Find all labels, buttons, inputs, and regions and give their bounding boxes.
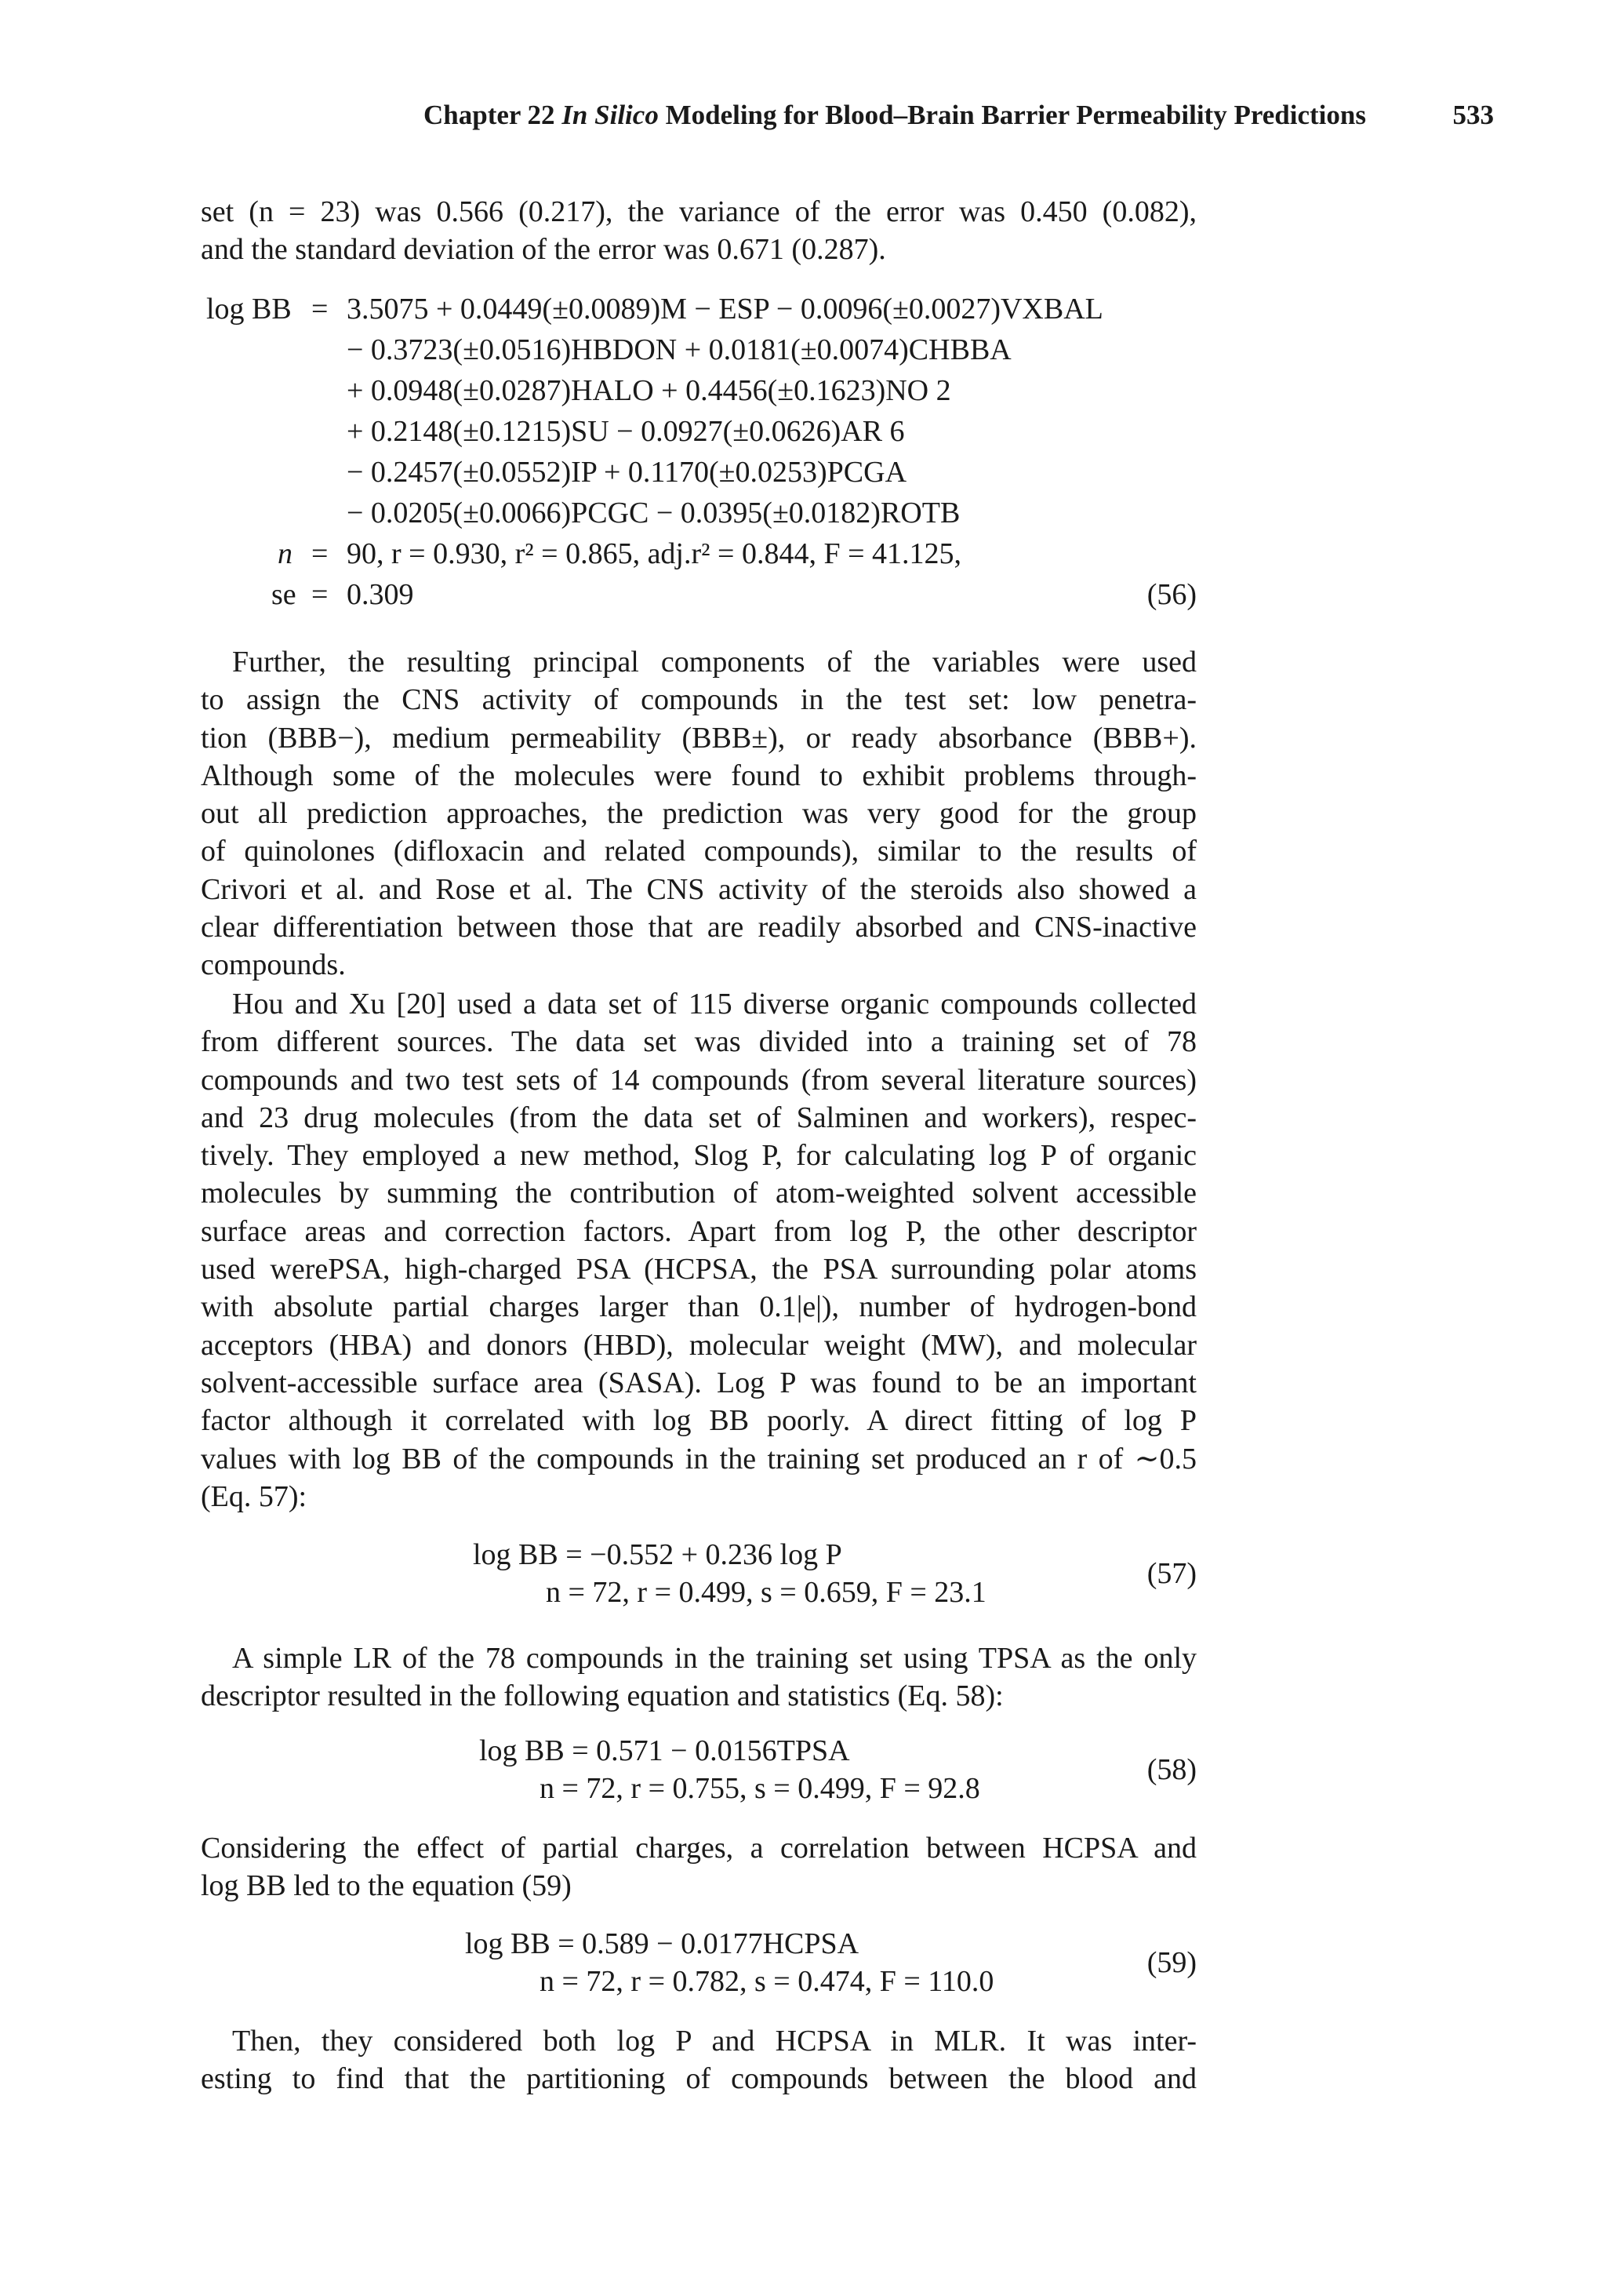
text-line: with absolute partial charges larger than 0.1|e|), number of hydrogen-bond	[201, 1290, 1197, 1324]
text-line: tion (BBB−), medium permeability (BBB±), or ready absorbance (BBB+).	[201, 721, 1197, 755]
eq56-lhs: log BB	[206, 293, 292, 326]
text-line: (Eq. 57):	[201, 1479, 307, 1513]
text-line: Hou and Xu [20] used a data set of 115 diverse organic compounds collected	[232, 988, 1197, 1021]
text-line: and the standard deviation of the error was 0.671 (0.287).	[201, 233, 886, 267]
paragraph-5	[201, 1829, 1197, 1905]
paragraph-4	[201, 1639, 1197, 1716]
text-line: A simple LR of the 78 compounds in the training set using TPSA as the only	[232, 1642, 1197, 1675]
text-line: tively. They employed a new method, Slog P, for calculating log P of organic	[201, 1139, 1197, 1173]
text-line: values with log BB of the compounds in the training set produced an r of ∼0.5	[201, 1442, 1197, 1475]
equation-number: (58)	[1146, 1753, 1197, 1786]
text-line: of quinolones (difloxacin and related compounds), similar to the results of	[201, 835, 1197, 868]
eq59-line2: n = 72, r = 0.782, s = 0.474, F = 110.0	[540, 1965, 994, 1998]
eq56-term: − 0.3723(±0.0516)HBDON + 0.0181(±0.0074)CHBBA	[347, 333, 1012, 366]
equation-number: (57)	[1146, 1557, 1197, 1590]
text-line: acceptors (HBA) and donors (HBD), molecular weight (MW), and molecular	[201, 1328, 1197, 1362]
eq56-term: − 0.0205(±0.0066)PCGC − 0.0395(±0.0182)ROTB	[347, 497, 961, 529]
eq57-line2: n = 72, r = 0.499, s = 0.659, F = 23.1	[546, 1576, 986, 1609]
eq56-equals: =	[311, 578, 329, 611]
eq56-term: − 0.2457(±0.0552)IP + 0.1170(±0.0253)PCGA	[347, 456, 907, 489]
eq56-term: + 0.2148(±0.1215)SU − 0.0927(±0.0626)AR 6	[347, 415, 905, 448]
eq57-line1: log BB = −0.552 + 0.236 log P	[473, 1538, 842, 1571]
equation-number: (56)	[1146, 578, 1197, 611]
text-line: solvent-accessible surface area (SASA). Log P was found to be an important	[201, 1366, 1197, 1399]
text-line: and 23 drug molecules (from the data set of Salminen and workers), respec-	[201, 1101, 1197, 1134]
eq56-equals: =	[311, 537, 329, 570]
text-line: compounds.	[201, 948, 346, 982]
text-line: Although some of the molecules were found to exhibit problems through-	[201, 759, 1197, 792]
text-line: molecules by summing the contribution of atom-weighted solvent accessible	[201, 1177, 1197, 1210]
paragraph-3	[201, 985, 1197, 1516]
text-line: factor although it correlated with log BB poorly. A direct fitting of log P	[201, 1404, 1197, 1438]
chapter-label: Chapter 22	[423, 100, 555, 130]
equation-57	[201, 1537, 1197, 1616]
running-header	[423, 100, 1494, 131]
text-line: surface areas and correction factors. Apart from log P, the other descriptor	[201, 1214, 1197, 1248]
text-line: Then, they considered both log P and HCPSA in MLR. It was inter-	[232, 2025, 1197, 2058]
eq56-se-label: se	[271, 578, 296, 611]
paragraph-6	[201, 2022, 1197, 2098]
eq56-n-label: n	[278, 537, 292, 570]
eq58-line1: log BB = 0.571 − 0.0156TPSA	[479, 1734, 850, 1767]
eq56-equals: =	[311, 293, 329, 326]
eq59-line1: log BB = 0.589 − 0.0177HCPSA	[465, 1927, 859, 1960]
paragraph-2	[201, 643, 1197, 984]
paragraph-intro	[201, 193, 1197, 269]
text-line: out all prediction approaches, the prediction was very good for the group	[201, 797, 1197, 831]
text-line: to assign the CNS activity of compounds in the test set: low penetra-	[201, 683, 1197, 717]
page-number: 533	[1452, 100, 1494, 130]
text-line: Crivori et al. and Rose et al. The CNS activity of the steroids also showed a	[201, 872, 1197, 906]
title-italic: In Silico	[561, 100, 659, 130]
title-rest: Modeling for Blood–Brain Barrier Permeability Predictions	[665, 100, 1366, 130]
text-line: clear differentiation between those that are readily absorbed and CNS-inactive	[201, 911, 1197, 944]
eq58-line2: n = 72, r = 0.755, s = 0.499, F = 92.8	[540, 1772, 980, 1805]
text-line: used werePSA, high-charged PSA (HCPSA, the PSA surrounding polar atoms	[201, 1253, 1197, 1286]
text-line: set (n = 23) was 0.566 (0.217), the variance of the error was 0.450 (0.082),	[201, 195, 1197, 228]
eq56-term: 3.5075 + 0.0449(±0.0089)M − ESP − 0.0096(±0.0027)VXBAL	[347, 293, 1103, 326]
text-line: from different sources. The data set was divided into a training set of 78	[201, 1025, 1197, 1059]
equation-number: (59)	[1146, 1946, 1197, 1979]
text-line: esting to find that the partitioning of compounds between the blood and	[201, 2062, 1197, 2096]
eq56-se-value: 0.309	[347, 578, 414, 611]
text-line: descriptor resulted in the following equation and statistics (Eq. 58):	[201, 1679, 1004, 1713]
eq56-term: + 0.0948(±0.0287)HALO + 0.4456(±0.1623)NO 2	[347, 374, 951, 407]
eq56-stats: 90, r = 0.930, r² = 0.865, adj.r² = 0.844, F = 41.125,	[347, 537, 962, 570]
equation-59	[201, 1927, 1197, 2005]
text-line: Considering the effect of partial charges, a correlation between HCPSA and	[201, 1832, 1197, 1865]
text-line: Further, the resulting principal components of the variables were used	[232, 646, 1197, 679]
text-line: log BB led to the equation (59)	[201, 1869, 572, 1903]
text-line: compounds and two test sets of 14 compounds (from several literature sources)	[201, 1063, 1197, 1097]
equation-58	[201, 1734, 1197, 1812]
